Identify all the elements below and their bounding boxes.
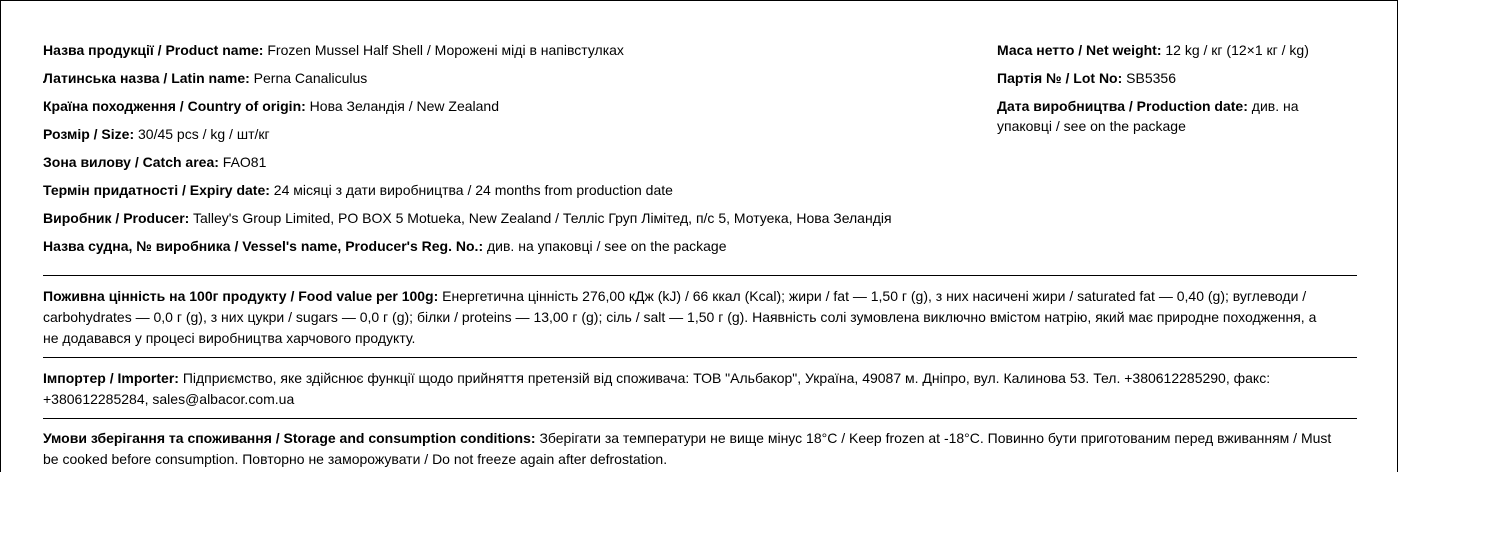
lot-value: SB5356 (1126, 70, 1176, 86)
storage-label: Умови зберігання та споживання / Storage and consumption conditions: (43, 430, 536, 446)
net-weight-label: Маса нетто / Net weight: (997, 42, 1162, 58)
nutrition-section (43, 286, 1333, 349)
latin-name-row (43, 68, 983, 88)
net-weight-row (997, 40, 1347, 60)
product-name-label: Назва продукції / Product name: (43, 42, 264, 58)
size-label: Розмір / Size: (43, 126, 135, 142)
production-date-value: див. на упаковці / see on the package (997, 98, 1299, 134)
divider (43, 418, 1357, 419)
product-name-row (43, 40, 983, 60)
expiry-value: 24 місяці з дати виробництва / 24 months from production date (273, 182, 673, 198)
origin-label: Країна походження / Country of origin: (43, 98, 306, 114)
catch-area-value: FAO81 (222, 154, 267, 170)
size-row (43, 124, 983, 144)
lot-row (997, 68, 1347, 88)
expiry-row (43, 180, 983, 200)
origin-value: Нова Зеландія / New Zealand (309, 98, 500, 114)
producer-value: Talley's Group Limited, PO BOX 5 Motueka, New Zealand / Телліс Груп Лімітед, п/с 5, Мотуека, Нова Зеландія (192, 210, 892, 226)
storage-value: Зберігати за температури не вище мінус 18°C / Keep frozen at -18°C. Повинно бути приготованим перед вживанням / Must be cooked before consumption. Повторно не заморожувати / Do not freeze again after defrostation. (43, 430, 1332, 467)
origin-row (43, 96, 983, 116)
catch-area-row (43, 152, 983, 172)
lot-label: Партія № / Lot No: (997, 70, 1123, 86)
size-value: 30/45 pcs / kg / шт/кг (138, 126, 270, 142)
producer-row (43, 208, 983, 228)
nutrition-label: Поживна цінність на 100г продукту / Food value per 100g: (43, 288, 439, 304)
importer-value: Підприємство, яке здійснює функції щодо прийняття претензій від споживача: ТОВ "Альбакор", Україна, 49087 м. Дніпро, вул. Калинова 53. Тел. +380612285290, факс: +380612285284, sales@albacor.com.ua (43, 370, 1271, 407)
divider (43, 357, 1357, 358)
nutrition-value: Енергетична цінність 276,00 кДж (kJ) / 66 ккал (Kcal); жири / fat — 1,50 г (g), з них насичені жири / saturated fat — 0,40 (g); вуглеводи / carbohydrates — 0,0 г (g), з них цукри / sugars — 0,0 г (g); білки / proteins — 13,00 г (g); сіль / salt — 1,50 г (g). Наявність солі зумовлена виключно вмістом натрію, який має природне походження, а не додавався у процесі виробництва харчового продукту. (43, 288, 1317, 346)
net-weight-value: 12 kg / кг (12×1 кг / kg) (1165, 42, 1309, 58)
latin-name-label: Латинська назва / Latin name: (43, 70, 250, 86)
divider (43, 275, 1357, 276)
importer-label: Імпортер / Importer: (43, 370, 179, 386)
expiry-label: Термін придатності / Expiry date: (43, 182, 270, 198)
product-info (43, 40, 983, 264)
latin-name-value: Perna Canaliculus (253, 70, 368, 86)
vessel-value: див. на упаковці / see on the package (487, 238, 727, 254)
importer-section (43, 368, 1333, 410)
production-date-label: Дата виробництва / Production date: (997, 98, 1248, 114)
vessel-label: Назва судна, № виробника / Vessel's name, Producer's Reg. No.: (43, 238, 484, 254)
product-name-value: Frozen Mussel Half Shell / Морожені міді в напівстулках (267, 42, 624, 58)
catch-area-label: Зона вилову / Catch area: (43, 154, 219, 170)
storage-section (43, 428, 1333, 470)
production-date-row (997, 96, 1347, 136)
package-info (997, 40, 1347, 144)
producer-label: Виробник / Producer: (43, 210, 190, 226)
vessel-row (43, 236, 983, 256)
